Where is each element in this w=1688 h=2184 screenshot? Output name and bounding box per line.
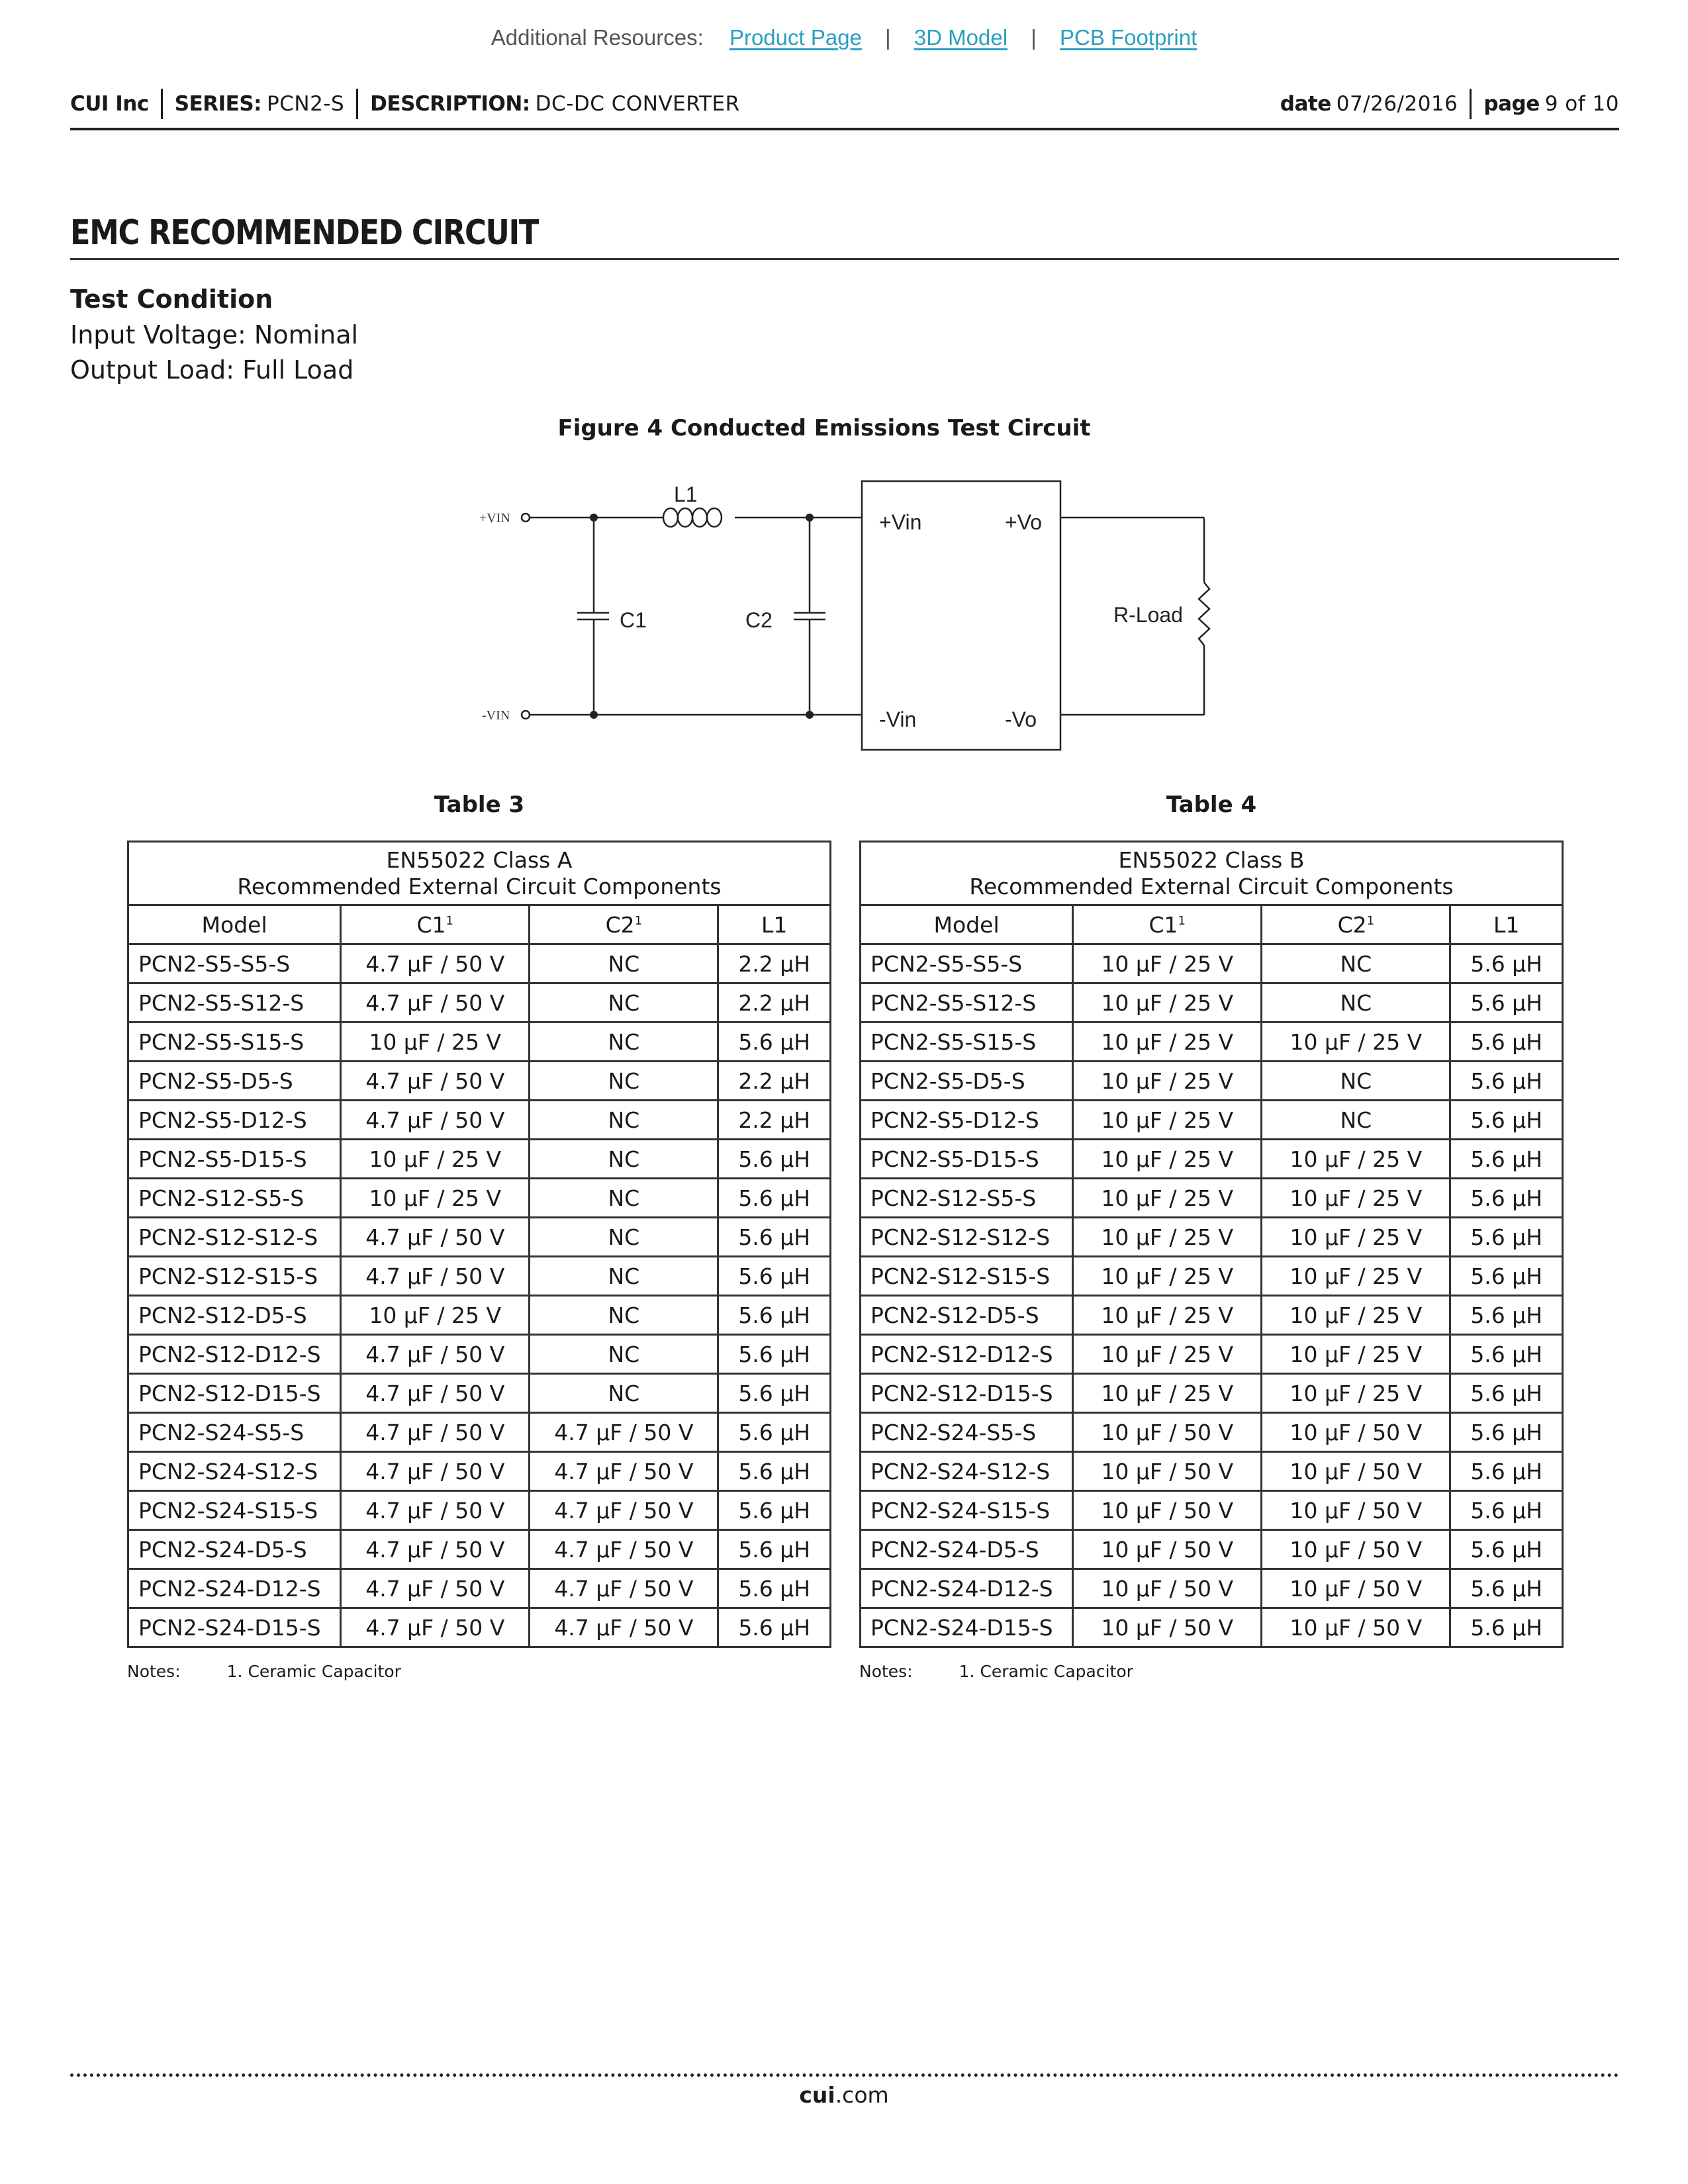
c2-cell: 10 µF / 25 V [1262, 1296, 1450, 1335]
table-row [128, 1023, 831, 1062]
header-divider [161, 89, 163, 119]
model-cell: PCN2-S5-S12-S [861, 983, 1073, 1023]
model-cell: PCN2-S24-S12-S [128, 1452, 341, 1491]
footer-dotted-rule [70, 2073, 1619, 2077]
l1-cell: 5.6 µH [718, 1179, 831, 1218]
section-rule [70, 258, 1619, 260]
c1-cell: 4.7 µF / 50 V [341, 1101, 530, 1140]
company-name: CUI Inc [70, 92, 149, 116]
l1-cell: 5.6 µH [718, 1140, 831, 1179]
c2-cell: 10 µF / 50 V [1262, 1569, 1450, 1608]
model-cell: PCN2-S24-D5-S [861, 1530, 1073, 1569]
column-header-c1: $C1^1$ [341, 905, 530, 944]
l1-cell: 5.6 µH [1450, 983, 1563, 1023]
separator: | [1031, 25, 1037, 50]
c1-cell: 4.7 µF / 50 V [341, 983, 530, 1023]
table-en55022-class-b [859, 841, 1564, 1648]
l1-cell: 5.6 µH [1450, 944, 1563, 983]
l1-cell: 5.6 µH [1450, 1101, 1563, 1140]
c2-cell: 10 µF / 25 V [1262, 1374, 1450, 1413]
table-en55022-class-a [127, 841, 831, 1648]
c2-label: C2 [745, 608, 773, 632]
c2-cell: NC [530, 1140, 718, 1179]
table-row [861, 1413, 1563, 1452]
c1-cell: 4.7 µF / 50 V [341, 1569, 530, 1608]
table-row [861, 1023, 1563, 1062]
table-row [128, 983, 831, 1023]
table-row [861, 1608, 1563, 1647]
table-row [861, 1062, 1563, 1101]
table-caption [128, 842, 831, 905]
c2-cell: NC [530, 1101, 718, 1140]
table-row [861, 1140, 1563, 1179]
note-item: 1. Ceramic Capacitor [226, 1662, 401, 1681]
c1-cell: 10 µF / 25 V [341, 1296, 530, 1335]
table-row [128, 1491, 831, 1530]
model-cell: PCN2-S12-D5-S [128, 1296, 341, 1335]
model-cell: PCN2-S12-D15-S [128, 1374, 341, 1413]
c1-cell: 10 µF / 50 V [1073, 1413, 1262, 1452]
product-page-link[interactable]: Product Page [729, 25, 862, 50]
model-cell: PCN2-S12-S15-S [861, 1257, 1073, 1296]
resources-label: Additional Resources: [491, 25, 704, 50]
header-right [1280, 89, 1619, 119]
table-row [128, 1608, 831, 1647]
c2-cell: 10 µF / 25 V [1262, 1140, 1450, 1179]
c1-cell: 4.7 µF / 50 V [341, 1335, 530, 1374]
c1-cell: 10 µF / 25 V [1073, 1218, 1262, 1257]
table-row [861, 983, 1563, 1023]
model-cell: PCN2-S5-D15-S [128, 1140, 341, 1179]
table-row [128, 1530, 831, 1569]
table-row [128, 1569, 831, 1608]
c2-cell: 10 µF / 25 V [1262, 1257, 1450, 1296]
c1-label: C1 [620, 608, 647, 632]
c2-cell: 10 µF / 50 V [1262, 1608, 1450, 1647]
c1-cell: 10 µF / 50 V [1073, 1452, 1262, 1491]
column-header-model: Model [128, 905, 341, 944]
c2-cell: 10 µF / 50 V [1262, 1452, 1450, 1491]
caption-line-2: Recommended External Circuit Components [969, 873, 1454, 899]
table-row [861, 1374, 1563, 1413]
l1-cell: 5.6 µH [1450, 1179, 1563, 1218]
series-label: SERIES: [174, 92, 262, 116]
table-4-notes [859, 1662, 1133, 1681]
l1-cell: 5.6 µH [1450, 1296, 1563, 1335]
l1-cell: 5.6 µH [1450, 1140, 1563, 1179]
c2-cell: NC [530, 1179, 718, 1218]
table-row [861, 1335, 1563, 1374]
model-cell: PCN2-S24-D5-S [128, 1530, 341, 1569]
description-label: DESCRIPTION: [370, 92, 530, 116]
3d-model-link[interactable]: 3D Model [914, 25, 1008, 50]
date-value: 07/26/2016 [1336, 92, 1458, 116]
c1-cell: 4.7 µF / 50 V [341, 1062, 530, 1101]
output-load-condition: Output Load: Full Load [70, 355, 354, 385]
vin-positive-label: +VIN [479, 511, 510, 525]
column-header-l1: L1 [718, 905, 831, 944]
l1-label: L1 [674, 482, 698, 506]
notes-label: Notes: [859, 1662, 913, 1681]
c2-cell: 10 µF / 25 V [1262, 1335, 1450, 1374]
caption-line-1: EN55022 Class A [386, 846, 573, 873]
model-cell: PCN2-S24-S5-S [128, 1413, 341, 1452]
table-row [861, 1491, 1563, 1530]
l1-cell: 5.6 µH [718, 1530, 831, 1569]
separator: | [885, 25, 891, 50]
l1-cell: 5.6 µH [1450, 1257, 1563, 1296]
c2-cell: NC [530, 1023, 718, 1062]
table-row [861, 1296, 1563, 1335]
c2-cell: NC [1262, 1062, 1450, 1101]
vin-negative-label: -VIN [482, 708, 510, 723]
table-row [861, 944, 1563, 983]
model-cell: PCN2-S12-S5-S [861, 1179, 1073, 1218]
column-header-model: Model [861, 905, 1073, 944]
table-row [128, 1335, 831, 1374]
table-row [861, 1452, 1563, 1491]
table-row [128, 1140, 831, 1179]
l1-cell: 5.6 µH [718, 1452, 831, 1491]
footer-brand: cui [799, 2082, 835, 2108]
c1-cell: 4.7 µF / 50 V [341, 1218, 530, 1257]
table-header-row [861, 905, 1563, 944]
model-cell: PCN2-S12-D15-S [861, 1374, 1073, 1413]
model-cell: PCN2-S5-S5-S [861, 944, 1073, 983]
table-row [128, 1452, 831, 1491]
c1-cell: 10 µF / 25 V [1073, 944, 1262, 983]
table-row [128, 1218, 831, 1257]
rload-label: R-Load [1113, 603, 1183, 627]
l1-cell: 5.6 µH [1450, 1374, 1563, 1413]
model-cell: PCN2-S5-D15-S [861, 1140, 1073, 1179]
c2-cell: NC [1262, 944, 1450, 983]
c2-cell: NC [530, 1257, 718, 1296]
series-value: PCN2-S [267, 92, 345, 116]
c2-cell: 10 µF / 50 V [1262, 1530, 1450, 1569]
c1-cell: 4.7 µF / 50 V [341, 1530, 530, 1569]
model-cell: PCN2-S5-D12-S [861, 1101, 1073, 1140]
c1-cell: 10 µF / 50 V [1073, 1608, 1262, 1647]
table-row [861, 1179, 1563, 1218]
model-cell: PCN2-S5-S5-S [128, 944, 341, 983]
c2-cell: NC [530, 1296, 718, 1335]
l1-cell: 2.2 µH [718, 983, 831, 1023]
l1-cell: 5.6 µH [718, 1413, 831, 1452]
l1-cell: 5.6 µH [1450, 1335, 1563, 1374]
c1-cell: 4.7 µF / 50 V [341, 1491, 530, 1530]
c1-cell: 4.7 µF / 50 V [341, 944, 530, 983]
model-cell: PCN2-S5-S15-S [128, 1023, 341, 1062]
note-item: 1. Ceramic Capacitor [959, 1662, 1133, 1681]
c2-cell: 4.7 µF / 50 V [530, 1491, 718, 1530]
c1-cell: 4.7 µF / 50 V [341, 1608, 530, 1647]
c1-cell: 10 µF / 25 V [1073, 1101, 1262, 1140]
c2-cell: 4.7 µF / 50 V [530, 1569, 718, 1608]
c2-cell: NC [530, 1218, 718, 1257]
table-3-notes [127, 1662, 401, 1681]
footer-domain: .com [835, 2082, 889, 2108]
c1-cell: 10 µF / 25 V [1073, 1023, 1262, 1062]
c2-cell: NC [530, 1374, 718, 1413]
model-cell: PCN2-S5-D5-S [128, 1062, 341, 1101]
header-left [70, 89, 740, 119]
c2-cell: 10 µF / 50 V [1262, 1413, 1450, 1452]
model-cell: PCN2-S12-D12-S [128, 1335, 341, 1374]
model-cell: PCN2-S24-S5-S [861, 1413, 1073, 1452]
c2-cell: 10 µF / 25 V [1262, 1179, 1450, 1218]
c1-cell: 10 µF / 25 V [1073, 1296, 1262, 1335]
c1-cell: 10 µF / 25 V [1073, 1374, 1262, 1413]
l1-cell: 5.6 µH [718, 1335, 831, 1374]
description-value: DC-DC CONVERTER [535, 92, 740, 116]
table-3-label: Table 3 [434, 792, 525, 818]
model-cell: PCN2-S12-S15-S [128, 1257, 341, 1296]
l1-cell: 5.6 µH [1450, 1491, 1563, 1530]
c1-cell: 10 µF / 50 V [1073, 1569, 1262, 1608]
c2-cell: 4.7 µF / 50 V [530, 1608, 718, 1647]
l1-cell: 5.6 µH [1450, 1452, 1563, 1491]
notes-label: Notes: [127, 1662, 181, 1681]
l1-cell: 5.6 µH [1450, 1530, 1563, 1569]
table-4-label: Table 4 [1166, 792, 1257, 818]
model-cell: PCN2-S12-S12-S [128, 1218, 341, 1257]
model-cell: PCN2-S24-D15-S [128, 1608, 341, 1647]
table-row [861, 1218, 1563, 1257]
header-rule [70, 128, 1619, 130]
section-title: EMC RECOMMENDED CIRCUIT [70, 213, 539, 253]
l1-cell: 5.6 µH [718, 1023, 831, 1062]
table-row [128, 1374, 831, 1413]
column-header-c2: $C2^1$ [1262, 905, 1450, 944]
table-row [128, 1413, 831, 1452]
model-cell: PCN2-S12-D5-S [861, 1296, 1073, 1335]
c1-cell: 4.7 µF / 50 V [341, 1413, 530, 1452]
c2-cell: NC [530, 1335, 718, 1374]
model-cell: PCN2-S24-D12-S [861, 1569, 1073, 1608]
column-header-c2: $C2^1$ [530, 905, 718, 944]
header-divider [356, 89, 358, 119]
header-divider [1470, 89, 1472, 119]
c2-cell: NC [1262, 983, 1450, 1023]
l1-cell: 5.6 µH [1450, 1413, 1563, 1452]
test-condition-title: Test Condition [70, 285, 273, 314]
conducted-emissions-circuit-diagram [463, 463, 1225, 761]
model-cell: PCN2-S12-D12-S [861, 1335, 1073, 1374]
l1-cell: 2.2 µH [718, 1101, 831, 1140]
model-cell: PCN2-S12-S5-S [128, 1179, 341, 1218]
l1-cell: 5.6 µH [718, 1296, 831, 1335]
pcb-footprint-link[interactable]: PCB Footprint [1059, 25, 1197, 50]
c2-cell: 10 µF / 25 V [1262, 1218, 1450, 1257]
model-cell: PCN2-S24-D12-S [128, 1569, 341, 1608]
table-row [861, 1257, 1563, 1296]
c1-cell: 4.7 µF / 50 V [341, 1452, 530, 1491]
c2-cell: NC [1262, 1101, 1450, 1140]
column-header-l1: L1 [1450, 905, 1563, 944]
l1-cell: 5.6 µH [1450, 1023, 1563, 1062]
c1-cell: 10 µF / 25 V [1073, 1335, 1262, 1374]
figure-title: Figure 4 Conducted Emissions Test Circuit [557, 415, 1091, 441]
l1-cell: 2.2 µH [718, 944, 831, 983]
table-row [861, 1101, 1563, 1140]
model-cell: PCN2-S12-S12-S [861, 1218, 1073, 1257]
c1-cell: 10 µF / 25 V [1073, 1179, 1262, 1218]
c2-cell: 4.7 µF / 50 V [530, 1530, 718, 1569]
l1-cell: 5.6 µH [718, 1218, 831, 1257]
c1-cell: 4.7 µF / 50 V [341, 1257, 530, 1296]
model-cell: PCN2-S24-S15-S [861, 1491, 1073, 1530]
table-row [128, 1296, 831, 1335]
model-cell: PCN2-S5-D12-S [128, 1101, 341, 1140]
date-label: date [1280, 92, 1331, 116]
page-label: page [1483, 92, 1540, 116]
table-caption [861, 842, 1563, 905]
table-row [128, 1062, 831, 1101]
l1-cell: 5.6 µH [1450, 1569, 1563, 1608]
c2-cell: 10 µF / 25 V [1262, 1023, 1450, 1062]
caption-line-2: Recommended External Circuit Components [237, 873, 722, 899]
model-cell: PCN2-S5-D5-S [861, 1062, 1073, 1101]
c1-cell: 10 µF / 25 V [1073, 1140, 1262, 1179]
table-row [861, 1530, 1563, 1569]
table-row [128, 1101, 831, 1140]
c1-cell: 10 µF / 25 V [1073, 1062, 1262, 1101]
c2-cell: NC [530, 983, 718, 1023]
column-header-c1: $C1^1$ [1073, 905, 1262, 944]
table-row [128, 1257, 831, 1296]
input-voltage-condition: Input Voltage: Nominal [70, 320, 359, 349]
l1-cell: 5.6 µH [718, 1569, 831, 1608]
c2-cell: 4.7 µF / 50 V [530, 1452, 718, 1491]
model-cell: PCN2-S24-S12-S [861, 1452, 1073, 1491]
c2-cell: 10 µF / 50 V [1262, 1491, 1450, 1530]
l1-cell: 5.6 µH [718, 1608, 831, 1647]
c1-cell: 10 µF / 25 V [341, 1179, 530, 1218]
c2-cell: NC [530, 1062, 718, 1101]
table-header-row [128, 905, 831, 944]
table-row [861, 1569, 1563, 1608]
l1-cell: 5.6 µH [1450, 1062, 1563, 1101]
model-cell: PCN2-S5-S15-S [861, 1023, 1073, 1062]
l1-cell: 5.6 µH [718, 1374, 831, 1413]
pin-vo-positive: +Vo [1005, 510, 1043, 534]
footer-website[interactable] [0, 2082, 1688, 2108]
model-cell: PCN2-S24-S15-S [128, 1491, 341, 1530]
c2-cell: 4.7 µF / 50 V [530, 1413, 718, 1452]
page-number: 9 of 10 [1544, 92, 1619, 116]
additional-resources-bar [0, 25, 1688, 50]
l1-cell: 5.6 µH [718, 1491, 831, 1530]
pin-vo-negative: -Vo [1005, 707, 1037, 731]
c2-cell: NC [530, 944, 718, 983]
pin-vin-positive: +Vin [879, 510, 922, 534]
c1-cell: 4.7 µF / 50 V [341, 1374, 530, 1413]
c1-cell: 10 µF / 50 V [1073, 1530, 1262, 1569]
document-header [70, 87, 1619, 120]
table-row [128, 1179, 831, 1218]
model-cell: PCN2-S24-D15-S [861, 1608, 1073, 1647]
c1-cell: 10 µF / 50 V [1073, 1491, 1262, 1530]
caption-line-1: EN55022 Class B [1118, 846, 1305, 873]
l1-cell: 5.6 µH [1450, 1608, 1563, 1647]
l1-cell: 5.6 µH [1450, 1218, 1563, 1257]
pin-vin-negative: -Vin [879, 707, 917, 731]
model-cell: PCN2-S5-S12-S [128, 983, 341, 1023]
l1-cell: 5.6 µH [718, 1257, 831, 1296]
c1-cell: 10 µF / 25 V [341, 1140, 530, 1179]
c1-cell: 10 µF / 25 V [1073, 1257, 1262, 1296]
table-row [128, 944, 831, 983]
l1-cell: 2.2 µH [718, 1062, 831, 1101]
c1-cell: 10 µF / 25 V [1073, 983, 1262, 1023]
c1-cell: 10 µF / 25 V [341, 1023, 530, 1062]
